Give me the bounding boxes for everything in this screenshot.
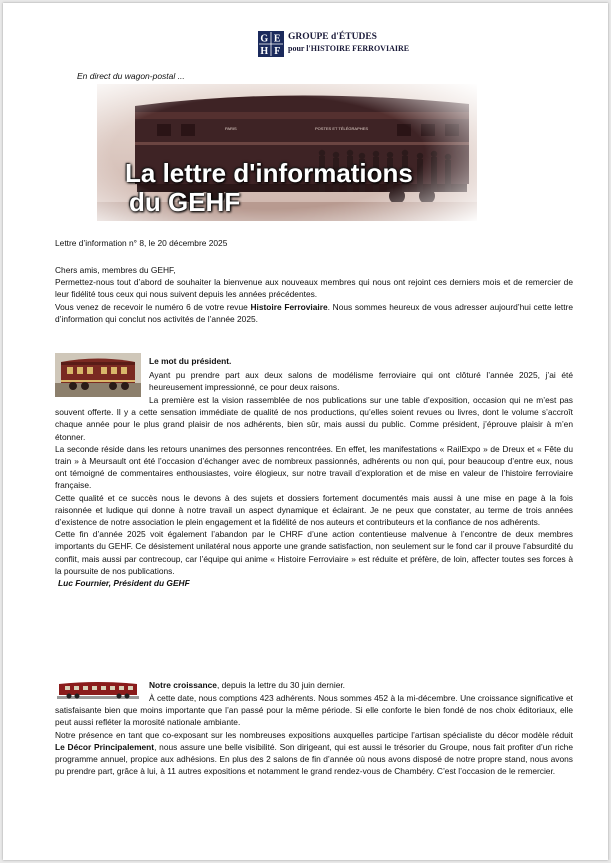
greeting: Chers amis, membres du GEHF, xyxy=(55,265,176,275)
dateline: Lettre d’information n° 8, le 20 décembre 2025 xyxy=(55,238,228,248)
intro-p2-text-end: . Nous sommes heureux de vous adresser aujourd’hui cette lettre d’information qui conclut nos activités de l’année 2025. xyxy=(55,301,573,324)
coach-model-image xyxy=(55,353,141,397)
president-paragraph-3: La seconde réside dans les retours unanimes des personnes rencontrées. En effet, les manifestations « RailExpo » de Dreux et « Fête du train » à Meursault ont été l’occasion d’échanger avec de nombreux passionnés, adhérents ou non qui, pour beaucoup d’entre eux, nous ont témoigné de commentaires enthousiastes, voire élogieux, sur notre travail d’exploration et de mise en valeur de l’histoire ferroviaire française. xyxy=(55,443,573,491)
revue-title: Histoire Ferroviaire xyxy=(250,301,328,312)
document-page xyxy=(3,3,608,860)
growth-paragraph-2 xyxy=(55,729,573,778)
svg-text:H: H xyxy=(260,46,269,57)
svg-text:E: E xyxy=(273,33,282,45)
intro-paragraph-2 xyxy=(55,301,573,325)
svg-text:G: G xyxy=(260,33,269,45)
growth-body xyxy=(55,692,573,777)
growth-p2-text: Notre présence en tant que co-exposant sur les nombreuses expositions auxquelles participe l’artisan spécialiste du décor modèle réduit xyxy=(55,729,573,740)
growth-heading-rest: , depuis la lettre du 30 juin dernier. xyxy=(216,680,346,690)
president-paragraph-2: La première est la vision rassemblée de nos publications sur une table d’exposition, occasion qui ne m’est pas souvent offerte. Il y a cette sensation immédiate de qualité de nos productions, qu’elles soient revues ou livres, dont le volume s’accroît chaque année pour le plus grand plaisir de nos adhérents, bien sûr, mais aussi du public. Comme président, j’éprouve plaisir à m’en étonner. xyxy=(55,395,573,442)
growth-heading: Notre croissance xyxy=(149,680,217,690)
growth-p2-text-end: , nous assure une belle visibilité. Son dirigeant, qui est aussi le trésorier du Groupe, nous fait profiter d’un riche programme annuel, propice aux adhésions. En plus des 2 salons de fin d’année où nous avons disposé de notre propre stand, nous avons pu prendre part, grâce à lui, à 11 autres expositions et notamment le grand rendez-vous de Chambéry. C’est l’occasion de le remercier. xyxy=(55,741,573,777)
gehf-logo xyxy=(258,31,410,57)
president-heading: Le mot du président. xyxy=(149,356,232,366)
title-line-1: La lettre d'informations xyxy=(125,158,413,188)
president-signature: Luc Fournier, Président du GEHF xyxy=(58,578,190,589)
growth-paragraph-1: À cette date, nous comptions 423 adhérents. Nous sommes 452 à la mi-décembre. Une croissance significative et satisfaisante bien que moins importante que l’an passé pour la même période. Si elle conforte le bien fondé de nos choix éditoriaux, elle peut aussi refléter la morosité nationale ambiante. xyxy=(55,693,573,728)
president-body xyxy=(55,394,573,589)
decor-company-name: Le Décor Principalement xyxy=(55,741,155,752)
svg-text:F: F xyxy=(274,46,281,57)
gehf-logo-icon xyxy=(258,31,284,57)
title-line-2: du GEHF xyxy=(129,187,241,217)
intro-section xyxy=(55,264,573,325)
growth-heading-line xyxy=(149,679,573,691)
kicker: En direct du wagon-postal ... xyxy=(77,71,185,81)
logo-line-2: pour l'HISTOIRE FERROVIAIRE xyxy=(288,44,410,53)
intro-paragraph-1: Permettez-nous tout d’abord de souhaiter la bienvenue aux nouveaux membres qui nous ont rejoint ces derniers mois et de remercier de leur fidélité tous ceux qui nous suivent depuis les années précédentes. xyxy=(55,277,573,300)
president-paragraph-1: Ayant pu prendre part aux deux salons de modélisme ferroviaire qui ont clôturé l’année 2025, j’ai été heureusement impressionné, ce pour deux raisons. xyxy=(149,370,573,393)
intro-p2-text: Vous venez de recevoir le numéro 6 de votre revue xyxy=(55,301,251,312)
president-paragraph-4: Cette qualité et ce succès nous le devons à des sujets et dossiers fortement documentés mais aussi à une mise en page à la fois raisonnée et ludique qui donne à notre travail un aspect dynamique et éclairant. Je ne peux que constater, au terme de trois années d’existence de notre association le plein engagement et la fidélité de nos auteurs et contributeurs et la confiance de nos adhérents. xyxy=(55,492,573,528)
logo-line-1: GROUPE d'ÉTUDES xyxy=(288,32,377,42)
newsletter-title xyxy=(125,159,413,217)
president-paragraph-5: Cette fin d’année 2025 voit également l’abandon par le CHRF d’une action contentieuse malvenue à l’encontre de deux membres importants du GEHF. Ce désistement unilatéral nous apporte une grande satisfaction, non seulement sur le fond car il prouve l’absurdité du conflit, mais aussi par contrecoup, car l’équipe qui anime « Histoire Ferroviaire » est réduite et préfère, de loin, affecter toutes ses forces à la poursuite de nos publications. xyxy=(55,529,573,576)
